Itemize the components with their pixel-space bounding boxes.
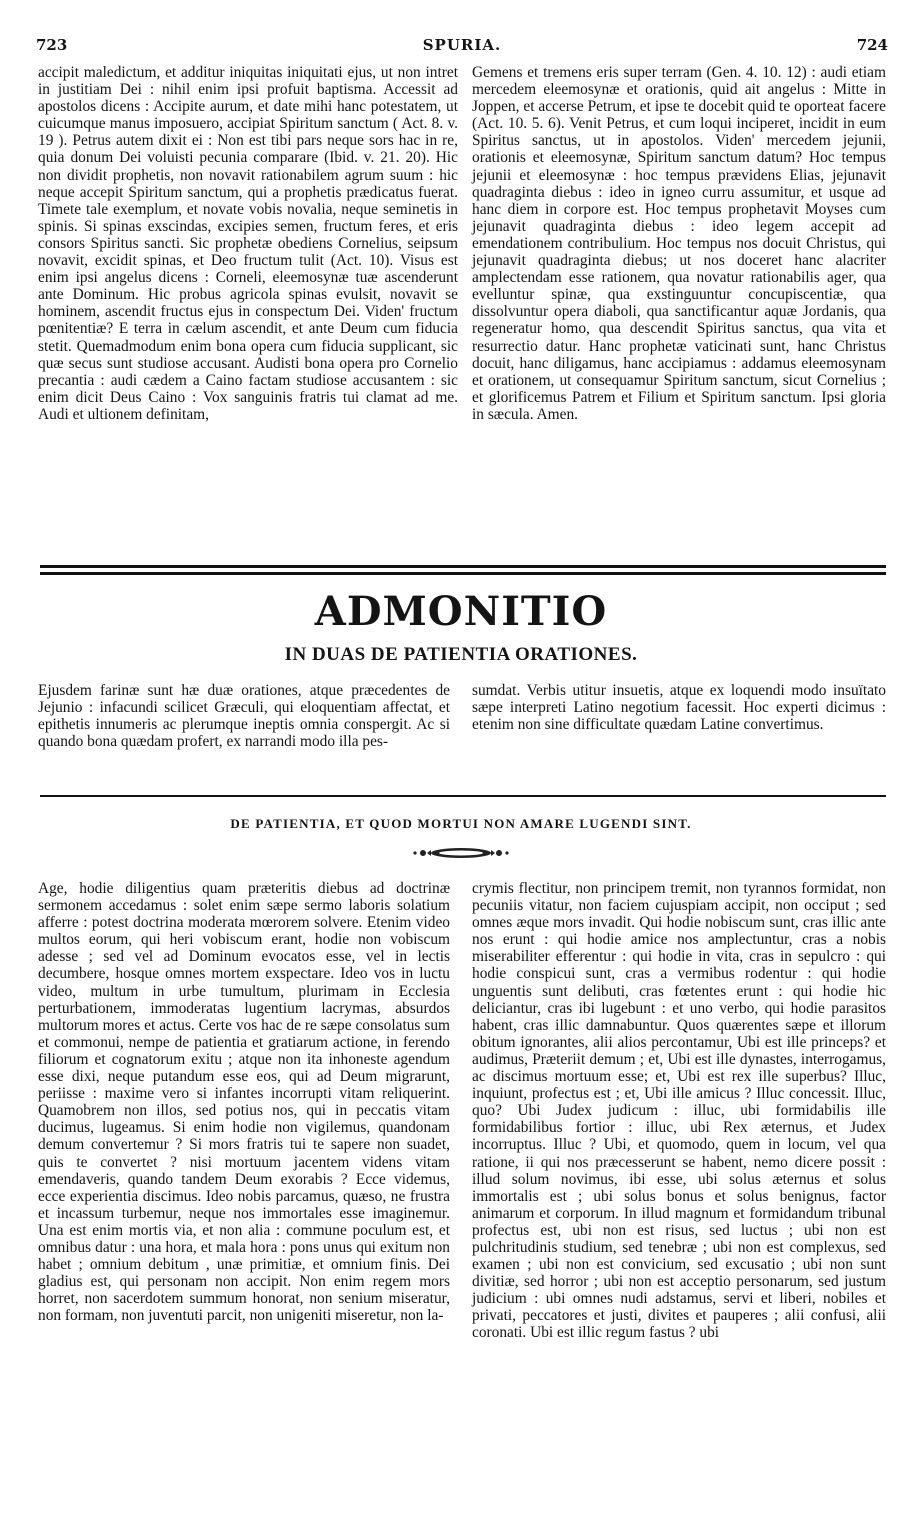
admonitio-right-text: sumdat. Verbis utitur insuetis, atque ex loquendi modo insuïtato sæpe interpreti Latino negotium facessit. Hoc experti dicimus : etenim non sine difficultate quædam Latine convertimus. — [472, 682, 886, 734]
section-divider — [40, 795, 886, 797]
section-title: DE PATIENTIA, ET QUOD MORTUI NON AMARE LUGENDI SINT. — [230, 816, 692, 831]
running-title: SPURIA. — [422, 36, 502, 54]
body-right-text: crymis flectitur, non principem tremit, non tyrannos formidat, non pecuniis vitatur, non faciem cujuspiam accipit, non occiput ; sed omnes æque mors invadit. Qui hodie nobiscum sunt, cras illic ante nos erunt : qui hodie amice nos amplectuntur, cras a nobis miserabiliter efferentur : qui hodie in vita, cras in sepulcro : qui hodie conspicui sunt, cras a vermibus rodentur : qui hodie unguentis sunt delibuti, cras fœtentes erunt : qui hodie hic deliciantur, cras ibi lugebunt : et uno verbo, qui hodie parasitos habent, cras illic damnabuntur. Quos quærentes sæpe et illorum obitum ignorantes, alii alios percontamur, Ubi est ille princeps? et audimus, Præteriit demum ; et, Ubi est ille dynastes, interrogamus, ac discimus mortuum esse; et, Ubi est rex ille superbus? Illuc, inquiunt, profectus est ; et, Ubi ille amicus ? Illuc concessit. Illuc, quo? Ubi Judex judicum : illuc, ubi formidabilis ille formidabilibus fortior : illuc, ubi Rex æternus, et Judex incorruptus. Illuc ? Ubi, et quomodo, quem in locum, vel qua ratione, ii qui nos præcesserunt se habent, nemo dicere possit : illud solum novimus, ibi esse, ubi solus æternus et solus immortalis est ; ubi solus bonus et solus benignus, factor animarum et corporum. In illud magnum et formidandum tribunal profectus est, ubi non est risus, sed luctus ; ubi non est pulchritudinis studium, sed tenebræ ; ubi non est complexus, sed examen ; ubi non est convicium, sed excusatio ; ubi non sunt divitiæ, sed horror ; ubi non est acceptio personarum, sed justum judicium : ubi omnes nudi adstamus, servi et liberi, nobiles et privati, peccatores et justi, divites et pauperes ; alii confusi, alii coronati. Ubi est illic regum fastus ? ubi — [472, 880, 886, 1342]
top-right-column — [472, 64, 886, 423]
page-number-right: 724 — [856, 36, 888, 54]
top-left-column — [38, 64, 458, 423]
running-header — [36, 36, 888, 58]
top-right-text: Gemens et tremens eris super terram (Gen. 4. 10. 12) : audi etiam mercedem eleemosynæ et orationis, quid ait angelus : Mitte in Joppen, et accerse Petrum, et ipse te docebit quid te oporteat facere (Act. 10. 5. 6). Venit Petrus, et cum loqui inciperet, incidit in eum Spiritus sanctus, ut in apostolos. Viden' mercedem jejunii, orationis et eleemosynæ, Spiritum sanctum datum? Hoc tempus jejunii et eleemosynæ : hoc tempus prævidens Elias, jejunavit quadraginta diebus : ideo in igneo curru assumitur, et usque ad hanc diem in corpore est. Hoc tempus prophetavit Moyses cum jejunavit quadraginta diebus : ideo legem accepit ad emendationem contribulium. Hoc tempus nos docuit Christus, qui jejunavit quadraginta diebus; ut nos doceret hanc alacriter amplectendam esse rationem, qua novatur rationabilis ager, qua evelluntur spinæ, qua exstinguuntur concupiscentiæ, qua dissolvuntur opera diaboli, qua sanctificantur aquæ Jordanis, qua regeneratur homo, qua descendit Spiritus sanctus, qua vita et resurrectio datur. Hanc prophetæ vaticinati sunt, hanc Christus docuit, hanc diligamus, hanc accipiamus : addamus eleemosynam et orationem, ut consequamur Spiritum sanctum, sicut Cornelius ; et glorificemus Patrem et Filium et Spiritum sanctum. Ipsi gloria in sæcula. Amen. — [472, 64, 886, 423]
top-left-text: accipit maledictum, et additur iniquitas iniquitati ejus, ut non intret in justitiam Dei : nihil enim ipsi profuit baptisma. Accessit ad apostolos dicens : Accipite aurum, et date mihi hanc potestatem, ut cuicumque manus imposuero, accipiat Spiritum sanctum ( Act. 8. v. 19 ). Petrus autem dixit ei : Non est tibi pars neque sors hac in re, quia donum Dei voluisti pecunia comparare (Ibid. v. 21. 20). Hic non dividit prophetis, non novavit rationabilem agrum suum : hic neque accepit Spiritum sanctum, qui a prophetis prædicatus fuerat. Timete tale exemplum, et novate vobis novalia, neque seminetis in spinis. Si spinas exscindas, excipies semen, fructum feres, et eris consors Spiritus sancti. Sic prophetæ obediens Cornelius, seipsum novavit, excidit spinas, et Deo fructum tulit (Act. 10). Visus est enim ipsi angelus dicens : Corneli, eleemosynæ tuæ ascenderunt ante Dominum. Hic probus agricola spinas evulsit, novavit se hominem, ascendit fructus ejus in conspectum Dei. Viden' fructum pœnitentiæ? E terra in cælum ascendit, et ante Deum cum fiducia stetit. Quemadmodum enim bona opera cum fiducia supplicant, sic quæ secus sunt studiose accusant. Audisti bona opera pro Cornelio precantia : audi cædem a Caino factam studiose accusantem : sic enim dicit Deus Caino : Vox sanguinis fratris tui clamat ad me. Audi et ultionem definitam, — [38, 64, 458, 423]
page-number-left: 723 — [36, 36, 68, 54]
admonitio-title: ADMONITIO — [314, 588, 608, 635]
body-left-text: Age, hodie diligentius quam præteritis diebus ad doctrinæ sermonem accedamus : solet enim sæpe sermo laboris solatium afferre : potest doctrina moderata mœrorem solvere. Etenim video multos eorum, qui heri vobiscum erant, hodie non vobiscum adesse ; sed vel ad Dominum evocatos esse, vel in lectis decumbere, hosque omnes mortem exspectare. Ideo vos in luctu video, multum in urbe tumultum, plurimam in Ecclesia perturbationem, immoderatas lugentium lacrymas, absurdos multorum mores et actus. Certe vos hac de re sæpe consolatus sum et commonui, nempe de patientia et gratiarum actione, in ferendo filiorum et cognatorum exitu ; atque non ita inhoneste agendum esse dixi, neque putandum esse eos, qui ad Deum migrarunt, periisse : maxime vero si infantes incorrupti vitam reliquerint. Quamobrem non illos, sed potius nos, qui in peccatis vitam ducimus, lugeamus. Si enim hodie non vigilemus, quandonam demum convertemur ? Si mors fratris tui te sapere non suadet, quis te convertet ? nisi mortuum jacentem videns vitam emendaveris, quando tandem Deum exorabis ? Ecce videmus, ecce experientia discimus. Ideo nobis parcamus, quæso, ne frustra et incassum turbemur, neque nos immortales esse imaginemur. Una est enim mortis via, et non alia : commune poculum est, et omnibus datur : una hora, et mala hora : pons unus qui exitum non habet ; omnium debitum , unæ primitiæ, et omnium finis. Dei gladius est, qui personam non accipit. Non enim regem mors horret, non sacerdotem summum honorat, non senium miseratur, non formam, non juventuti parcit, non unigeniti miseretur, non la- — [38, 880, 450, 1325]
admonitio-right-column — [472, 682, 886, 733]
admonitio-left-column — [38, 682, 450, 750]
ornament-icon — [411, 846, 511, 860]
section-divider-double — [40, 565, 886, 575]
body-left-column — [38, 880, 450, 1324]
body-right-column — [472, 880, 886, 1342]
admonitio-subtitle: IN DUAS DE PATIENTIA ORATIONES. — [284, 644, 638, 665]
admonitio-left-text: Ejusdem farinæ sunt hæ duæ orationes, atque præcedentes de Jejunio : infacundi scilicet Græculi, qui eloquentiam affectat, et epithetis innumeris ac plerumque ineptis omnia conspergit. Ac si quando bona quædam profert, ex narrandi modo illa pes- — [38, 682, 450, 751]
